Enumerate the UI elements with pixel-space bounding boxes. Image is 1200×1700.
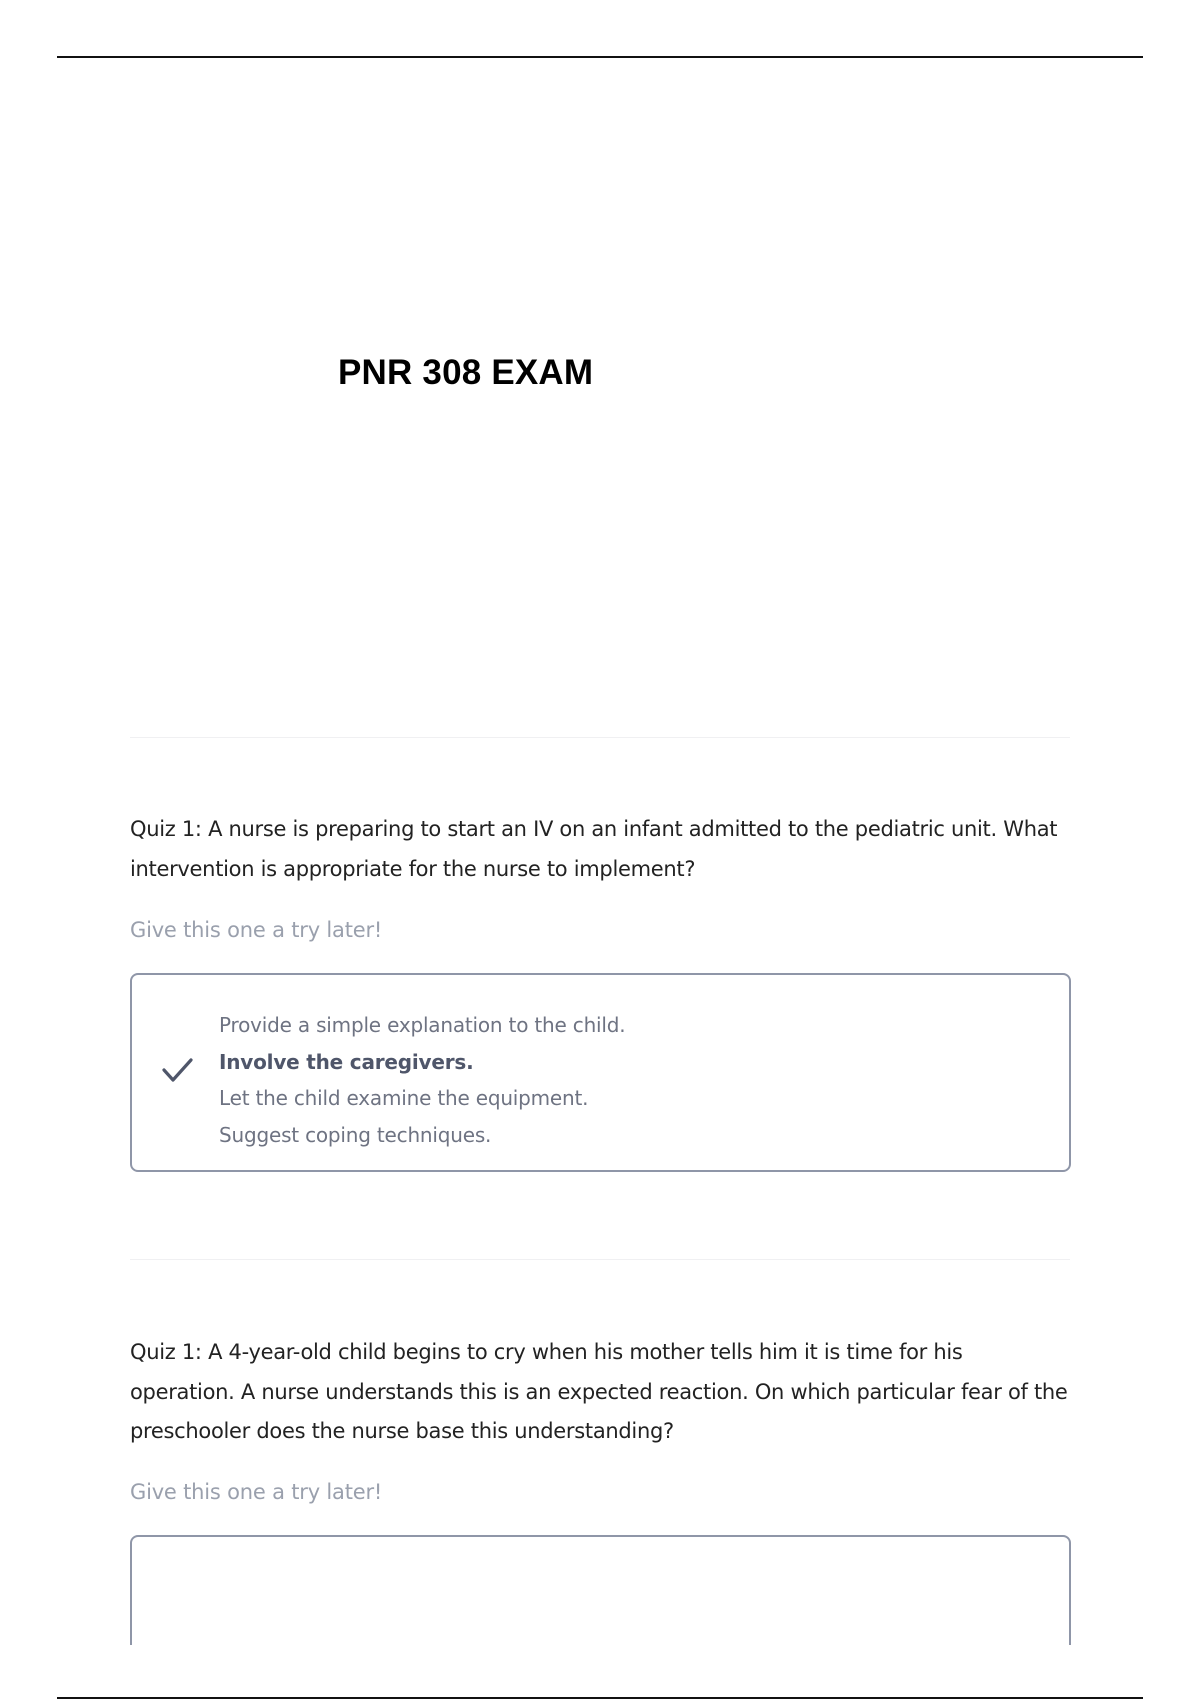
answer-box[interactable] (130, 1535, 1071, 1645)
answer-option: Provide a simple explanation to the child. (219, 1013, 626, 1037)
try-later-hint: Give this one a try later! (130, 1479, 383, 1504)
top-rule (57, 56, 1143, 58)
section-divider (130, 737, 1070, 738)
bottom-rule (57, 1697, 1143, 1699)
checkmark-icon (160, 1055, 196, 1085)
answer-options (219, 1007, 625, 1153)
try-later-hint: Give this one a try later! (130, 918, 383, 942)
section-divider (130, 1259, 1070, 1260)
quiz-question: Quiz 1: A 4-year-old child begins to cry when his mother tells him it is time for his operation. A nurse understands this is an expected reaction. On which particular fear of the preschooler does the nurse base this understanding? (130, 1340, 1068, 1443)
answer-option: Suggest coping techniques. (219, 1122, 492, 1147)
answer-option-correct: Involve the caregivers. (219, 1049, 474, 1074)
quiz-card (130, 810, 1070, 1172)
quiz-question: Quiz 1: A nurse is preparing to start an IV on an infant admitted to the pediatric unit. What intervention is appropriate for the nurse to implement? (130, 817, 1058, 881)
quiz-card (130, 1333, 1070, 1645)
answer-box[interactable] (130, 973, 1071, 1172)
answer-option: Let the child examine the equipment. (219, 1086, 589, 1110)
document-title: PNR 308 EXAM (338, 353, 594, 392)
